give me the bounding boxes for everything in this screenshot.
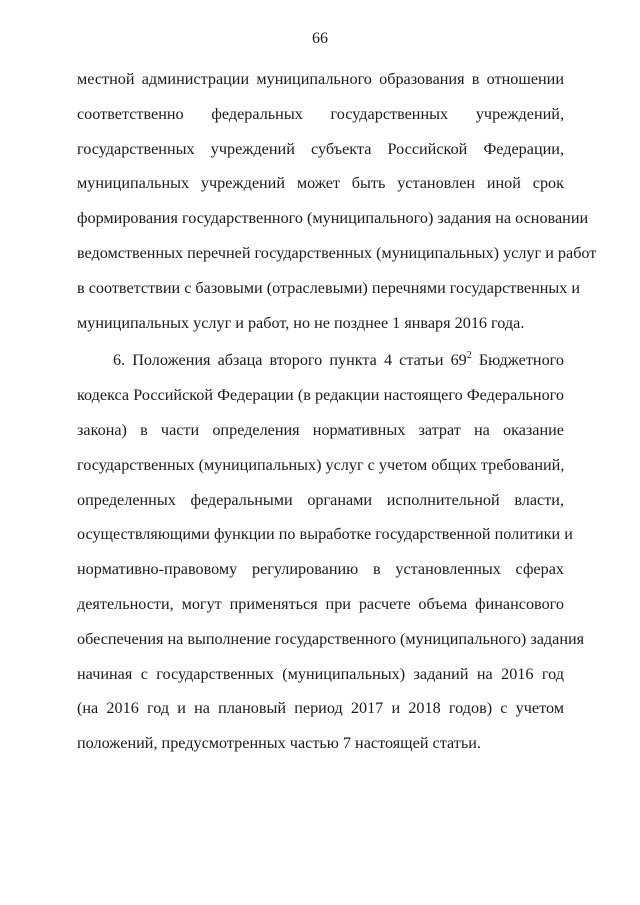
text-line: закона) в части определения нормативных затрат на оказание bbox=[77, 420, 564, 439]
text-line: осуществляющими функции по выработке государственной политики и bbox=[77, 525, 573, 544]
superscript: 2 bbox=[466, 350, 472, 362]
text-line: муниципальных услуг и работ, но не позднее 1 января 2016 года. bbox=[77, 313, 525, 332]
page-number: 66 bbox=[312, 30, 328, 47]
text-line: государственных (муниципальных) услуг с учетом общих требований, bbox=[77, 455, 565, 474]
paragraph-first-line bbox=[77, 343, 564, 378]
document-body bbox=[77, 62, 597, 761]
text-line: кодекса Российской Федерации (в редакции настоящего Федерального bbox=[77, 386, 564, 405]
text-line: (на 2016 год и на плановый период 2017 и 2018 годов) с учетом bbox=[77, 699, 564, 718]
text-fragment: Бюджетного bbox=[471, 351, 564, 370]
text-line: соответственно федеральных государственных учреждений, bbox=[77, 104, 564, 123]
text-line: государственных учреждений субъекта Российской Федерации, bbox=[77, 139, 564, 158]
text-line: деятельности, могут применяться при расчете объема финансового bbox=[77, 594, 564, 613]
text-line: формирования государственного (муниципального) задания на основании bbox=[77, 209, 589, 228]
text-line: определенных федеральными органами исполнительной власти, bbox=[77, 490, 564, 509]
text-line: ведомственных перечней государственных (муниципальных) услуг и работ bbox=[77, 243, 597, 262]
text-line: в соответствии с базовыми (отраслевыми) перечнями государственных и bbox=[77, 278, 581, 297]
text-line: муниципальных учреждений может быть установлен иной срок bbox=[77, 174, 564, 193]
text-fragment: 6. Положения абзаца второго пункта 4 статьи 69 bbox=[113, 351, 467, 370]
text-line: обеспечения на выполнение государственного (муниципального) задания bbox=[77, 629, 585, 648]
text-line: положений, предусмотренных частью 7 настоящей статьи. bbox=[77, 734, 481, 753]
text-line: местной администрации муниципального образования в отношении bbox=[77, 70, 564, 88]
text-line: начиная с государственных (муниципальных) заданий на 2016 год bbox=[77, 664, 564, 683]
text-line: нормативно-правовому регулированию в установленных сферах bbox=[77, 560, 564, 579]
